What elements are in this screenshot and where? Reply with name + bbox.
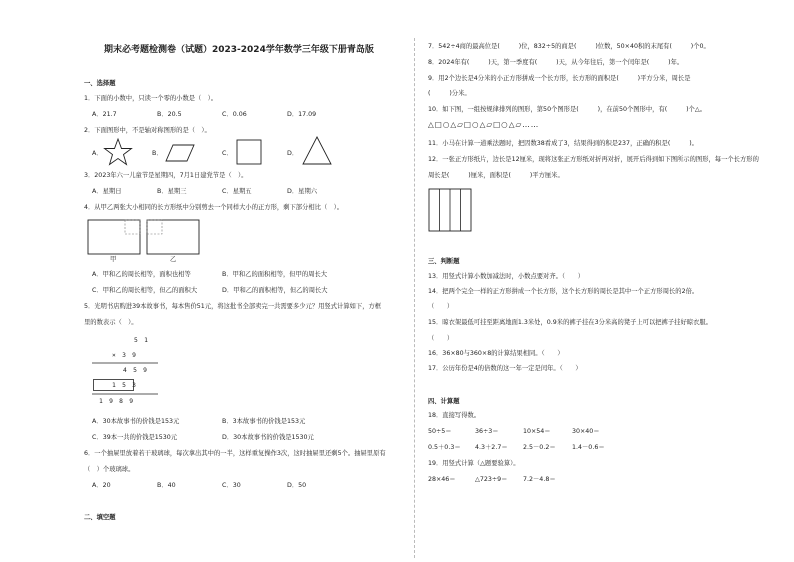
- section-calc-heading: 四、计算题: [428, 398, 460, 405]
- q18-row2-item1: 0.5＋0.3＝: [428, 444, 461, 451]
- q19-item2: △723÷9＝: [475, 476, 508, 483]
- q3-option-c: C．星期五: [222, 188, 252, 195]
- question-3: 3．2023年六一儿童节是星期四，7月1日建党节是（ ）。: [84, 172, 248, 179]
- question-5-line1: 5．光明书店购进39本故事书，每本售价51元，将这批书全部卖完一共需要多少元？用竖式计算如下，方框: [84, 303, 382, 310]
- question-18: 18．直接写得数。: [428, 412, 481, 419]
- q5-option-c: C．39本一共的价钱是1530元: [92, 434, 178, 441]
- calc-row-4: 1 5 3: [112, 382, 136, 389]
- label-yi: 乙: [170, 256, 177, 263]
- question-2: 2．下面图形中，不是轴对称图形的是（ ）。: [84, 127, 211, 134]
- q2-option-a: A．: [92, 150, 103, 157]
- square-shape: [236, 139, 262, 165]
- q5-option-a: A．30本故事书的价钱是153元: [92, 418, 180, 425]
- question-7: 7．542÷4商的最高位是( )位，832÷5的商是( )位数，50×40积的末尾有( )个0。: [428, 43, 710, 50]
- triangle-shape: [302, 136, 332, 166]
- q5-option-b: B．3本故事书的价钱是153元: [222, 418, 306, 425]
- question-14-line1: 14．把两个完全一样的正方形拼成一个长方形，这个长方形的周长是其中一个正方形周长的2倍。: [428, 288, 699, 295]
- parallelogram-shape: [165, 144, 195, 162]
- question-4: 4．从甲乙两张大小相同的长方形纸中分别剪去一个同样大小的正方形，剩下部分相比（ ）。: [84, 204, 344, 211]
- star-shape: [103, 138, 133, 166]
- section-choice-heading: 一、选择题: [84, 80, 116, 87]
- q18-row2-item2: 4.3＋2.7＝: [475, 444, 508, 451]
- question-9-line2: ( )分米。: [428, 90, 471, 97]
- calc-row-1: 5 1: [134, 337, 148, 344]
- q4-option-b: B．甲和乙的面积相等，但甲的周长大: [222, 271, 328, 278]
- question-9-line1: 9．用2个边长是4分米的小正方形拼成一个长方形，长方形的面积是( )平方分米，周长是: [428, 75, 691, 82]
- section-fill-heading: 二、填空题: [84, 514, 116, 521]
- q6-option-c: C．30: [222, 482, 241, 489]
- question-16: 16．36×80与360×8的计算结果相同。（ ）: [428, 350, 564, 357]
- calc-row-5: 1 9 8 9: [99, 398, 134, 405]
- q3-option-a: A．星期日: [92, 188, 122, 195]
- q1-option-d: D．17.09: [287, 111, 317, 118]
- question-10: 10．如下图，一组按规律排列的图形，第50个图形是( )，在前50个图形中，有( )个△。: [428, 106, 706, 113]
- q2-option-b: B．: [152, 150, 163, 157]
- question-11: 11．小马在计算一道乘法题时，把因数38看成了3，结果得到的积是237，正确的积是( )。: [428, 140, 698, 147]
- question-5-line2: 里的数表示（ ）。: [84, 319, 138, 326]
- q18-row1-item1: 50÷5＝: [428, 428, 452, 435]
- page-title: 期末必考题检测卷（试题）2023-2024学年数学三年级下册青岛版: [104, 45, 374, 55]
- q6-option-b: B．40: [157, 482, 176, 489]
- shape-sequence: △□○△▱□○△▱□○△▱……: [428, 120, 540, 129]
- question-8: 8．2024年有( )天，第一季度有( )天，从今年往后，第一个闰年是( )年。: [428, 59, 684, 66]
- question-19: 19．用竖式计算（△题要验算）。: [428, 460, 520, 467]
- q19-item1: 28×46＝: [428, 476, 456, 483]
- rectangle-jia-figure: [87, 219, 141, 255]
- calc-line-1: [92, 362, 158, 364]
- section-judge-heading: 三、判断题: [428, 258, 460, 265]
- question-13: 13．用竖式计算小数加减法时，小数点要对齐。（ ）: [428, 273, 584, 280]
- calc-row-3: 4 5 9: [123, 367, 147, 374]
- q5-option-d: D．30本故事书的价钱是1530元: [222, 434, 314, 441]
- question-1: 1．下面的小数中，只读一个零的小数是（ ）。: [84, 95, 218, 102]
- q6-option-a: A．20: [92, 482, 111, 489]
- q18-row1-item2: 36÷3＝: [475, 428, 499, 435]
- folded-paper-figure: [428, 188, 472, 232]
- q18-row2-item3: 2.5－0.2＝: [523, 444, 556, 451]
- q3-option-d: D．星期六: [287, 188, 318, 195]
- question-14-line2: （ ）: [428, 303, 454, 310]
- q1-option-b: B．20.5: [157, 111, 182, 118]
- q4-option-d: D．甲和乙的面积相等，但乙的周长大: [222, 287, 328, 294]
- question-15-line1: 15．晾衣架最低可挂至距离地面1.3米处，0.9米的裤子挂在3分米高的凳子上可以把裤子挂好晾衣服。: [428, 319, 712, 326]
- calc-line-2: [92, 393, 158, 395]
- q18-row1-item3: 10×54＝: [523, 428, 551, 435]
- q19-item3: 7.2－4.8＝: [523, 476, 556, 483]
- q2-option-d: D．: [287, 150, 299, 157]
- column-divider: [414, 38, 416, 558]
- question-6-line1: 6．一个抽屉里放着若干玻璃球，每次拿出其中的一半，这样重复操作3次，这时抽屉里还剩5个。抽屉里原有: [84, 450, 386, 457]
- highlight-box: [93, 379, 135, 391]
- q4-option-c: C．甲和乙的周长相等，但乙的面积大: [92, 287, 198, 294]
- q2-option-c: C．: [222, 150, 233, 157]
- question-12-line1: 12．一张正方形纸片，边长是12厘米，现将这张正方形纸对折再对折，展开后得到如下图所示的图形，每一个长方形的: [428, 156, 759, 163]
- q6-option-d: D．50: [287, 482, 307, 489]
- question-6-line2: （ ）个玻璃球。: [84, 466, 135, 473]
- question-17: 17．公历年份是4的倍数的这一年一定是闰年。（ ）: [428, 365, 582, 372]
- q3-option-b: B．星期三: [157, 188, 187, 195]
- q18-row1-item4: 30×40＝: [572, 428, 600, 435]
- question-12-line2: 周长是( )厘米，面积是( )平方厘米。: [428, 172, 564, 179]
- question-15-line2: （ ）: [428, 335, 454, 342]
- q4-option-a: A．甲和乙的周长相等，面积也相等: [92, 271, 191, 278]
- calc-row-2: × 3 9: [112, 352, 136, 359]
- q1-option-c: C．0.06: [222, 111, 247, 118]
- rectangle-yi-figure: [146, 219, 200, 255]
- q18-row2-item4: 1.4－0.6＝: [572, 444, 605, 451]
- label-jia: 甲: [110, 256, 117, 263]
- q1-option-a: A．21.7: [92, 111, 117, 118]
